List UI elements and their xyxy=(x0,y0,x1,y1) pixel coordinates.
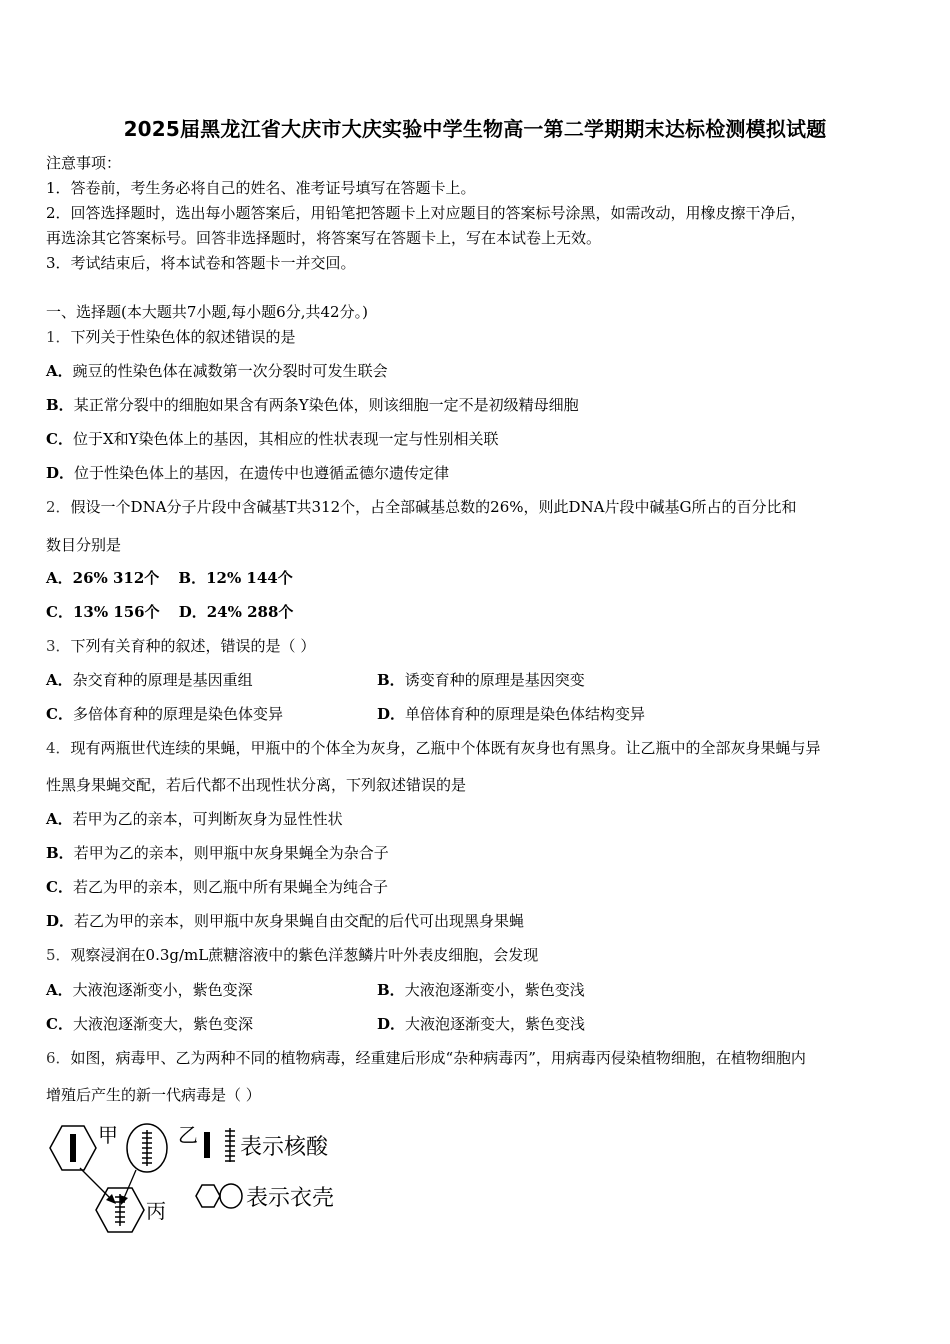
notice-item-2: 2．回答选择题时，选出每小题答案后，用铅笔把答题卡上对应题目的答案标号涂黑，如需改动，用橡皮擦干净后， xyxy=(46,204,806,222)
q3-option-d xyxy=(377,704,645,724)
option-label: C． xyxy=(46,430,73,448)
option-label: A． xyxy=(46,671,73,689)
option-label: C． xyxy=(46,603,73,621)
option-label: B． xyxy=(46,844,74,862)
question-2 xyxy=(46,497,796,517)
notice-item-1: 1．答卷前，考生务必将自己的姓名、准考证号填写在答题卡上。 xyxy=(46,179,476,197)
legend-thick-nucleic-icon xyxy=(204,1132,210,1158)
q5-option-c xyxy=(46,1014,253,1034)
option-text: 诱变育种的原理是基因突变 xyxy=(404,671,585,689)
question-4 xyxy=(46,738,821,758)
arrow-a-to-c xyxy=(80,1168,112,1200)
q4-option-c xyxy=(46,877,388,897)
option-label: C． xyxy=(46,1015,73,1033)
q1-option-c xyxy=(46,429,499,449)
q2-options-cd xyxy=(46,602,293,622)
option-text: 若乙为甲的亲本，则乙瓶中所有果蝇全为纯合子 xyxy=(72,878,388,896)
option-text: 位于X和Y染色体上的基因，其相应的性状表现一定与性别相关联 xyxy=(72,430,499,448)
question-1 xyxy=(46,327,296,347)
option-label: D． xyxy=(377,705,406,723)
question-3 xyxy=(46,636,315,656)
option-label: B． xyxy=(46,396,74,414)
option-text: 若甲为乙的亲本，则甲瓶中灰身果蝇全为杂合子 xyxy=(73,844,389,862)
option-text: 多倍体育种的原理是染色体变异 xyxy=(72,705,283,723)
question-stem: 现有两瓶世代连续的果蝇，甲瓶中的个体全为灰身，乙瓶中个体既有灰身也有黑身。让乙瓶中的全部灰身果蝇与异 xyxy=(70,739,821,757)
virus-b-nucleic-acid xyxy=(142,1130,152,1166)
notice-heading: 注意事项： xyxy=(46,154,122,172)
question-6-cont: 增殖后产生的新一代病毒是（ ） xyxy=(46,1086,261,1104)
option-text: 大液泡逐渐变小，紫色变深 xyxy=(72,981,253,999)
option-label: C． xyxy=(46,878,73,896)
question-2-cont: 数目分别是 xyxy=(46,536,122,554)
question-4-cont: 性黑身果蝇交配，若后代都不出现性状分离，下列叙述错误的是 xyxy=(46,776,467,794)
q1-option-d xyxy=(46,463,449,483)
option-label: A． xyxy=(46,981,73,999)
option-text: 大液泡逐渐变小，紫色变浅 xyxy=(404,981,585,999)
option-text: 13% 156个 xyxy=(72,603,160,621)
question-stem: 观察浸润在0.3g/mL蔗糖溶液中的紫色洋葱鳞片叶外表皮细胞，会发现 xyxy=(70,946,539,964)
virus-diagram xyxy=(40,1118,360,1238)
option-label: B． xyxy=(377,671,405,689)
option-text: 若乙为甲的亲本，则甲瓶中灰身果蝇自由交配的后代可出现黑身果蝇 xyxy=(74,912,525,930)
q3-option-c xyxy=(46,704,283,724)
q4-option-a xyxy=(46,809,343,829)
q4-option-d xyxy=(46,911,524,931)
option-text: 若甲为乙的亲本，可判断灰身为显性性状 xyxy=(72,810,343,828)
q1-option-a xyxy=(46,361,388,381)
legend-nucleic-label: 表示核酸 xyxy=(240,1135,329,1160)
question-number: 3． xyxy=(46,637,71,655)
question-number: 2． xyxy=(46,498,71,516)
q5-option-d xyxy=(377,1014,585,1034)
option-label: B． xyxy=(178,569,207,587)
option-label: C． xyxy=(46,705,73,723)
option-text: 豌豆的性染色体在减数第一次分裂时可发生联会 xyxy=(72,362,388,380)
option-label: D． xyxy=(377,1015,406,1033)
q3-option-b xyxy=(377,670,585,690)
option-text: 24% 288个 xyxy=(206,603,294,621)
option-text: 大液泡逐渐变大，紫色变浅 xyxy=(405,1015,586,1033)
question-stem: 如图，病毒甲、乙为两种不同的植物病毒，经重建后形成“杂种病毒丙”，用病毒丙侵染植物细胞，在植物细胞内 xyxy=(70,1049,806,1067)
question-number: 6． xyxy=(46,1049,71,1067)
legend-hexagon-icon xyxy=(196,1185,220,1207)
option-text: 大液泡逐渐变大，紫色变深 xyxy=(72,1015,253,1033)
option-text: 26% 312个 xyxy=(72,569,160,587)
legend-ladder-nucleic-icon xyxy=(225,1128,235,1162)
question-5 xyxy=(46,945,538,965)
notice-item-3: 3．考试结束后，将本试卷和答题卡一并交回。 xyxy=(46,254,356,272)
q3-option-a xyxy=(46,670,253,690)
q1-option-b xyxy=(46,395,579,415)
question-stem: 下列关于性染色体的叙述错误的是 xyxy=(70,328,296,346)
q2-options-ab xyxy=(46,568,293,588)
virus-a-nucleic-acid xyxy=(70,1134,76,1162)
question-stem: 下列有关育种的叙述，错误的是（ ） xyxy=(70,637,316,655)
question-6 xyxy=(46,1048,806,1068)
option-label: D． xyxy=(46,912,75,930)
question-number: 1． xyxy=(46,328,71,346)
q4-option-b xyxy=(46,843,389,863)
q5-option-b xyxy=(377,980,585,1000)
option-text: 某正常分裂中的细胞如果含有两条Y染色体，则该细胞一定不是初级精母细胞 xyxy=(73,396,579,414)
option-text: 位于性染色体上的基因，在遗传中也遵循孟德尔遗传定律 xyxy=(74,464,450,482)
q5-option-a xyxy=(46,980,253,1000)
option-label: D． xyxy=(46,464,75,482)
option-text: 单倍体育种的原理是染色体结构变异 xyxy=(405,705,646,723)
option-label: D． xyxy=(178,603,207,621)
arrow-b-to-c xyxy=(124,1170,136,1198)
exam-title: 2025届黑龙江省大庆市大庆实验中学生物高一第二学期期末达标检测模拟试题 xyxy=(123,117,827,141)
question-stem: 假设一个DNA分子片段中含碱基T共312个，占全部碱基总数的26%，则此DNA片段中碱基G所占的百分比和 xyxy=(70,498,797,516)
section-heading: 一、选择题(本大题共7小题,每小题6分,共42分。) xyxy=(46,303,368,321)
notice-item-2-cont: 再选涂其它答案标号。回答非选择题时，将答案写在答题卡上，写在本试卷上无效。 xyxy=(46,229,602,247)
legend-capsid-label: 表示衣壳 xyxy=(246,1186,335,1211)
option-text: 杂交育种的原理是基因重组 xyxy=(72,671,253,689)
option-text: 12% 144个 xyxy=(206,569,293,587)
virus-b-label: 乙 xyxy=(178,1123,198,1147)
option-label: A． xyxy=(46,569,73,587)
option-label: A． xyxy=(46,362,73,380)
legend-circle-icon xyxy=(220,1184,242,1208)
virus-a-label: 甲 xyxy=(98,1123,118,1147)
question-number: 4． xyxy=(46,739,71,757)
virus-c-label: 丙 xyxy=(146,1199,166,1223)
option-label: A． xyxy=(46,810,73,828)
option-label: B． xyxy=(377,981,405,999)
question-number: 5． xyxy=(46,946,71,964)
